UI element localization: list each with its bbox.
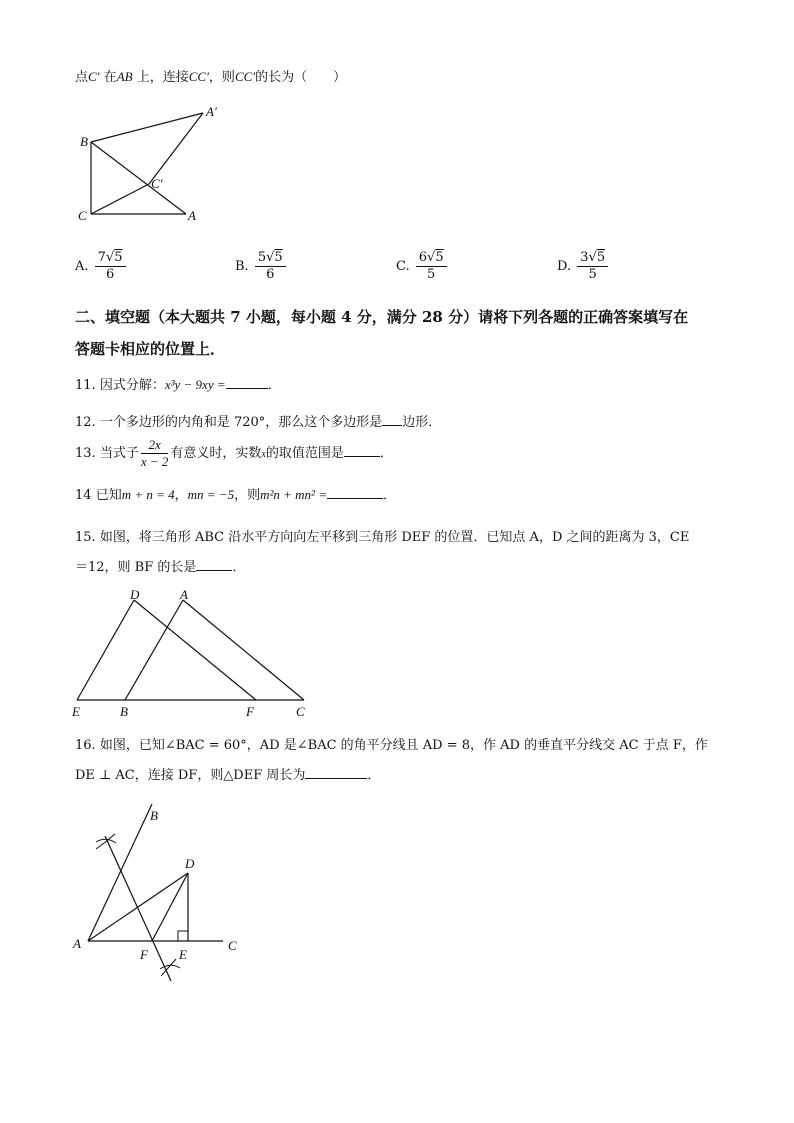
q10-question-line [75, 66, 346, 85]
punct: ． [382, 488, 396, 503]
numerator: 2x [141, 437, 169, 454]
label-c-prime: C′ [151, 176, 163, 191]
label-f: F [246, 704, 254, 719]
denominator: 6 [105, 267, 115, 282]
punct: ． [367, 768, 381, 783]
coef: 6 [418, 250, 428, 265]
denominator: 5 [588, 267, 597, 282]
radicand: 5 [435, 250, 444, 265]
q10-figure [70, 100, 240, 230]
math-expr: m + n = 4 [121, 487, 175, 502]
answer-blank[interactable] [327, 486, 383, 499]
punct: ． [232, 560, 246, 575]
question-number: 14 [75, 488, 92, 503]
question-number: 16. [75, 738, 96, 753]
coef: 7 [97, 250, 106, 265]
segment-cc-prime [91, 184, 149, 214]
label-e: E [179, 947, 187, 962]
label-e: E [72, 704, 80, 719]
label-a: A [180, 587, 188, 602]
answer-blank[interactable] [226, 376, 268, 389]
label-a-prime: A′ [206, 104, 217, 119]
segment-a-prime-c-prime [149, 113, 203, 184]
question-text: DE ⊥ AC，连接 DF，则△DEF 周长为 [75, 768, 306, 783]
answer-blank[interactable] [196, 558, 232, 571]
q10-text: 上，连接 [136, 70, 189, 85]
question-text: 的取值范围是 [265, 446, 344, 461]
q10-var: AB [116, 69, 133, 84]
question-number: 13. [75, 446, 96, 461]
segment-ba-prime [91, 113, 203, 142]
option-label: A. [75, 259, 89, 274]
segment-ba [91, 142, 186, 214]
q11 [75, 374, 281, 393]
q15-figure [68, 585, 318, 720]
right-angle-mark [178, 931, 188, 941]
math-var: x [261, 449, 266, 460]
question-text: 一个多边形的内角和是 720°，那么这个多边形是 [99, 415, 383, 430]
q10-var: CC′ [234, 69, 256, 84]
denominator: x − 2 [140, 454, 169, 469]
radicand: 5 [274, 250, 283, 265]
question-text: 如图，已知∠BAC = 60°，AD 是∠BAC 的角平分线且 AD = 8，作 AD 的垂直平分线交 AC 于点 F，作 [99, 738, 708, 753]
question-number: 12. [75, 415, 96, 430]
coef: 3 [580, 250, 589, 265]
question-text: ＝12，则 BF 的长是 [75, 560, 197, 575]
q15-line1 [75, 526, 689, 545]
option-d[interactable] [557, 250, 610, 283]
perpendicular-bisector [105, 836, 171, 981]
q16-line1 [75, 734, 708, 753]
denominator: 6 [266, 267, 275, 282]
q10-text: 的长为（ ） [255, 70, 347, 85]
q13-fraction [141, 437, 169, 470]
question-text: 因式分解： [99, 378, 165, 393]
q14 [75, 484, 396, 503]
segment-ba [125, 600, 183, 700]
q12 [75, 411, 441, 430]
q10-text: 在 [103, 70, 117, 85]
label-c: C [296, 704, 305, 719]
radicand: 5 [596, 250, 606, 265]
label-b: B [120, 704, 128, 719]
option-label: B. [235, 259, 249, 274]
label-a: A [188, 208, 196, 223]
label-b: B [80, 134, 88, 149]
q16-line2 [75, 764, 380, 783]
option-c[interactable] [396, 250, 449, 283]
segment-ac [183, 600, 304, 700]
ray-ab [88, 804, 152, 941]
option-a[interactable] [75, 250, 128, 283]
segment-ad [88, 873, 188, 941]
option-label: C. [396, 259, 410, 274]
answer-blank[interactable] [344, 444, 380, 457]
q10-var: C′ [88, 69, 100, 84]
label-d: D [185, 856, 195, 871]
q15-line2 [75, 556, 245, 575]
radicand: 5 [114, 250, 123, 265]
q16-figure [68, 796, 258, 996]
question-text: 当式子 [99, 446, 139, 461]
q10-text: 点 [75, 70, 89, 85]
q13 [75, 437, 393, 470]
label-f: F [140, 947, 148, 962]
segment-ed [77, 600, 134, 700]
answer-blank[interactable] [382, 413, 402, 426]
section-heading-cont: 答题卡相应的位置上． [75, 340, 226, 358]
math-expr: mn = −5 [187, 487, 235, 502]
answer-blank[interactable] [305, 766, 367, 779]
coef: 5 [257, 250, 267, 265]
option-fraction: $\frac{5√5}{6}$ [255, 250, 286, 283]
question-number: 11. [75, 378, 96, 393]
option-fraction: $\frac{6√5}{5}$ [416, 250, 447, 283]
punct: ． [267, 378, 281, 393]
question-text: 如图，将三角形 ABC 沿水平方向向左平移到三角形 DEF 的位置．已知点 A，D 之间的距离为 3，CE [99, 530, 690, 545]
option-label: D. [557, 259, 572, 274]
q10-var: CC′ [188, 69, 209, 84]
math-expr: x³y − 9xy = [164, 377, 226, 392]
option-b[interactable] [235, 250, 288, 283]
option-fraction: $\frac{3√5}{5}$ [577, 250, 608, 283]
question-number: 15. [75, 530, 96, 545]
punct: ． [379, 446, 393, 461]
question-text: 有意义时，实数 [170, 446, 262, 461]
segment-df [134, 600, 256, 700]
option-fraction: $\frac{7√5}{6}$ [95, 250, 126, 283]
label-c: C [78, 208, 87, 223]
label-c: C [228, 938, 237, 953]
math-expr: m²n + mn² = [260, 487, 327, 502]
question-text: ，则 [234, 488, 261, 503]
denominator: 5 [427, 267, 436, 282]
punct: ， [174, 488, 188, 503]
question-text: 边形． [402, 415, 442, 430]
question-text: 已知 [95, 488, 122, 503]
label-a: A [73, 936, 81, 951]
q10-text: ，则 [208, 70, 235, 85]
section-heading: 二、填空题（本大题共 7 小题，每小题 4 分，满分 28 分）请将下列各题的正确答案填写在 [75, 308, 689, 326]
label-d: D [130, 587, 140, 602]
label-b: B [150, 808, 158, 823]
